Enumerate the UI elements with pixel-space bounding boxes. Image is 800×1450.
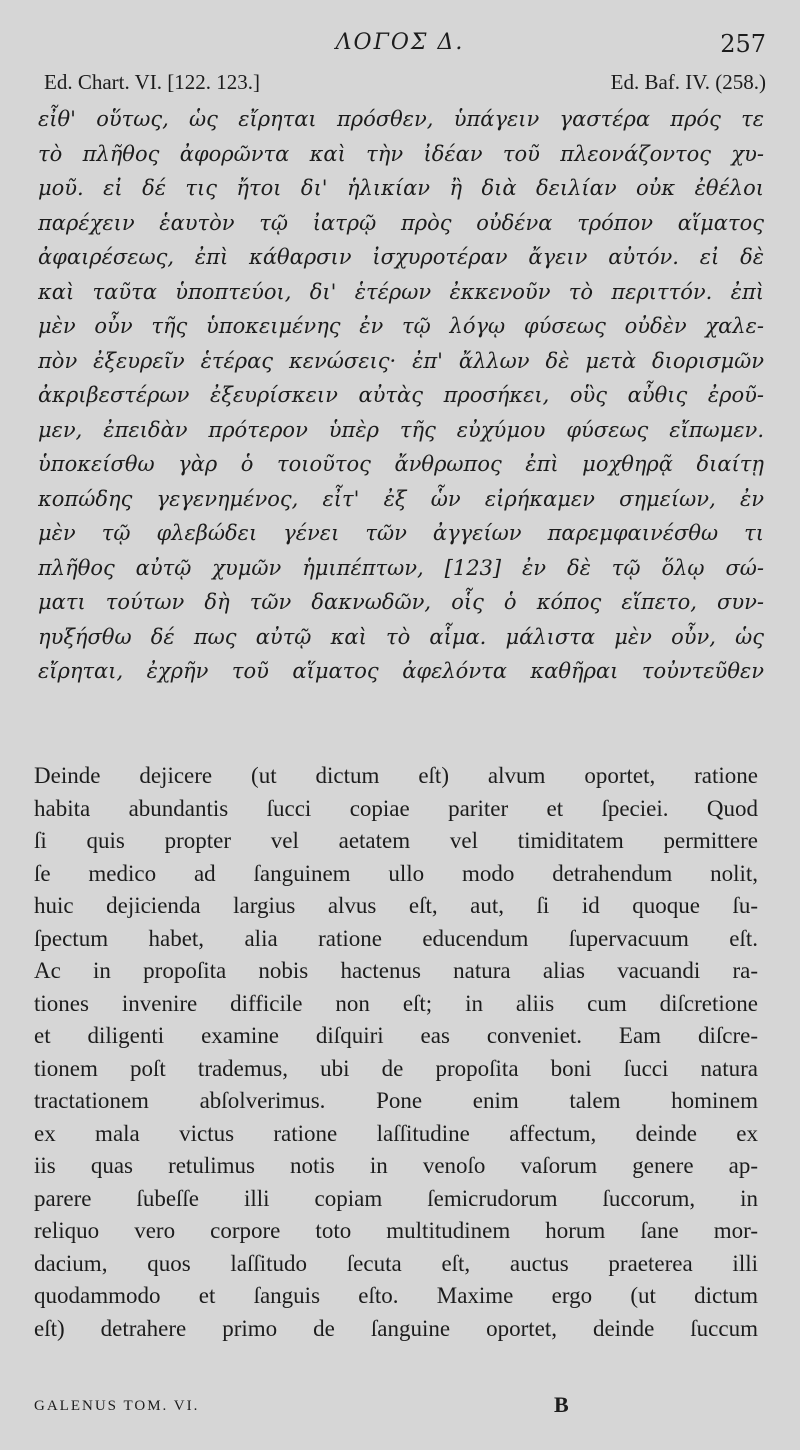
greek-text-line: ἀκριβεστέρων ἐξευρίσκειν αὐτὰς προσήκει, οὓς αὖθις ἐροῦ- xyxy=(38,383,764,407)
latin-text-line: ſi quis propter vel aetatem vel timiditatem permittere xyxy=(34,828,758,853)
latin-text-line: Ac in propoſita nobis hactenus natura alias vacuandi ra- xyxy=(34,958,758,983)
latin-text-line: parere ſubeſſe illi copiam ſemicrudorum ſuccorum, in xyxy=(34,1185,758,1211)
latin-text-line: reliquo vero corpore toto multitudinem horum ſane mor- xyxy=(34,1218,758,1243)
greek-text-line: τὸ πλῆθος ἀφορῶντα καὶ τὴν ἰδέαν τοῦ πλεονάζοντος χυ- xyxy=(38,141,764,166)
edition-reference-line xyxy=(44,70,766,100)
latin-text-line: et diligenti examine diſquiri eas conveniet. Eam diſcre- xyxy=(34,1023,758,1048)
page-footer xyxy=(34,1392,758,1422)
latin-text-line: iis quas retulimus notis in venoſo vaſorum genere ap- xyxy=(34,1153,758,1178)
latin-text-line: tiones invenire difficile non eſt; in aliis cum diſcretione xyxy=(34,990,758,1016)
footer-signature-mark: B xyxy=(554,1392,569,1417)
edition-chartier-reference: Ed. Chart. VI. [122. 123.] xyxy=(44,70,260,94)
greek-text-line: κοπώδης γεγενημένος, εἶτ' ἐξ ὧν εἰρήκαμεν σημείων, ἐν xyxy=(38,486,764,511)
footer-signature: GALENUS TOM. VI. xyxy=(34,1398,200,1414)
latin-text-line: dacium, quos laſſitudo ſecuta eſt, auctus praeterea illi xyxy=(34,1250,758,1276)
greek-text-line: ηυξήσθω δέ πως αὐτῷ καὶ τὸ αἷμα. μάλιστα μὲν οὖν, ὡς xyxy=(38,624,764,649)
greek-text-line: μὲν οὖν τῆς ὑποκειμένης ἐν τῷ λόγῳ φύσεως οὐδὲν χαλε- xyxy=(38,314,764,338)
latin-text-line: eſt) detrahere primo de ſanguine oportet, deinde ſuccum xyxy=(34,1315,758,1341)
greek-text-line: μεν, ἐπειδὰν πρότερον ὑπὲρ τῆς εὐχύμου φύσεως εἴπωμεν. xyxy=(38,417,764,442)
latin-text-line: ſpectum habet, alia ratione educendum ſupervacuum eſt. xyxy=(34,925,758,951)
greek-text-line: πλῆθος αὐτῷ χυμῶν ἡμιπέπτων, [123] ἐν δὲ τῷ ὅλῳ σώ- xyxy=(38,555,764,580)
greek-text-line: ματι τούτων δὴ τῶν δακνωδῶν, οἷς ὁ κόπος εἵπετο, συν- xyxy=(38,590,764,614)
greek-text-line: μοῦ. εἰ δέ τις ἤτοι δι' ἡλικίαν ἢ διὰ δειλίαν οὐκ ἐθέλοι xyxy=(38,176,764,200)
greek-text-line: παρέχειν ἑαυτὸν τῷ ἰατρῷ πρὸς οὐδένα τρόπον αἵματος xyxy=(38,210,764,235)
greek-text-line: εἶθ' οὕτως, ὡς εἴρηται πρόσθεν, ὑπάγειν γαστέρα πρός τε xyxy=(38,107,764,131)
greek-text-block xyxy=(38,102,764,689)
greek-text-line: ὑποκείσθω γὰρ ὁ τοιοῦτος ἄνθρωπος ἐπὶ μοχθηρᾷ διαίτῃ xyxy=(38,452,764,476)
latin-text-line: Deinde dejicere (ut dictum eſt) alvum oportet, ratione xyxy=(34,763,758,788)
latin-text-line: tionem poſt trademus, ubi de propoſita boni ſucci natura xyxy=(34,1055,758,1081)
greek-text-line: πὸν ἐξευρεῖν ἑτέρας κενώσεις· ἐπ' ἄλλων δὲ μετὰ διορισμῶν xyxy=(38,348,764,373)
greek-text-line: εἴρηται, ἐχρῆν τοῦ αἵματος ἀφελόντα καθῆραι τοὐντεῦθεν xyxy=(38,659,764,683)
latin-text-block xyxy=(34,760,758,1345)
latin-text-line: quodammodo et ſanguis eſto. Maxime ergo (ut dictum xyxy=(34,1283,758,1308)
greek-text-line: καὶ ταῦτα ὑποπτεύοι, δι' ἑτέρων ἐκκενοῦν τὸ περιττόν. ἐπὶ xyxy=(38,279,764,304)
edition-basel-reference: Ed. Baf. IV. (258.) xyxy=(610,70,766,94)
latin-text-line: huic dejicienda largius alvus eſt, aut, ſi id quoque ſu- xyxy=(34,893,758,918)
page-number: 257 xyxy=(720,30,766,58)
greek-text-line: μὲν τῷ φλεβώδει γένει τῶν ἀγγείων παρεμφαινέσθω τι xyxy=(38,521,764,545)
latin-text-line: habita abundantis ſucci copiae pariter et ſpeciei. Quod xyxy=(34,795,758,821)
running-title: ΛΟΓΟΣ Δ. xyxy=(335,30,465,55)
latin-text-line: ex mala victus ratione laſſitudine affectum, deinde ex xyxy=(34,1120,758,1146)
latin-text-line: ſe medico ad ſanguinem ullo modo detrahendum nolit, xyxy=(34,860,758,886)
running-head xyxy=(0,26,800,62)
latin-text-line: tractationem abſolverimus. Pone enim talem hominem xyxy=(34,1088,758,1113)
greek-text-line: ἀφαιρέσεως, ἐπὶ κάθαρσιν ἰσχυροτέραν ἄγειν αὐτόν. εἰ δὲ xyxy=(38,245,764,269)
